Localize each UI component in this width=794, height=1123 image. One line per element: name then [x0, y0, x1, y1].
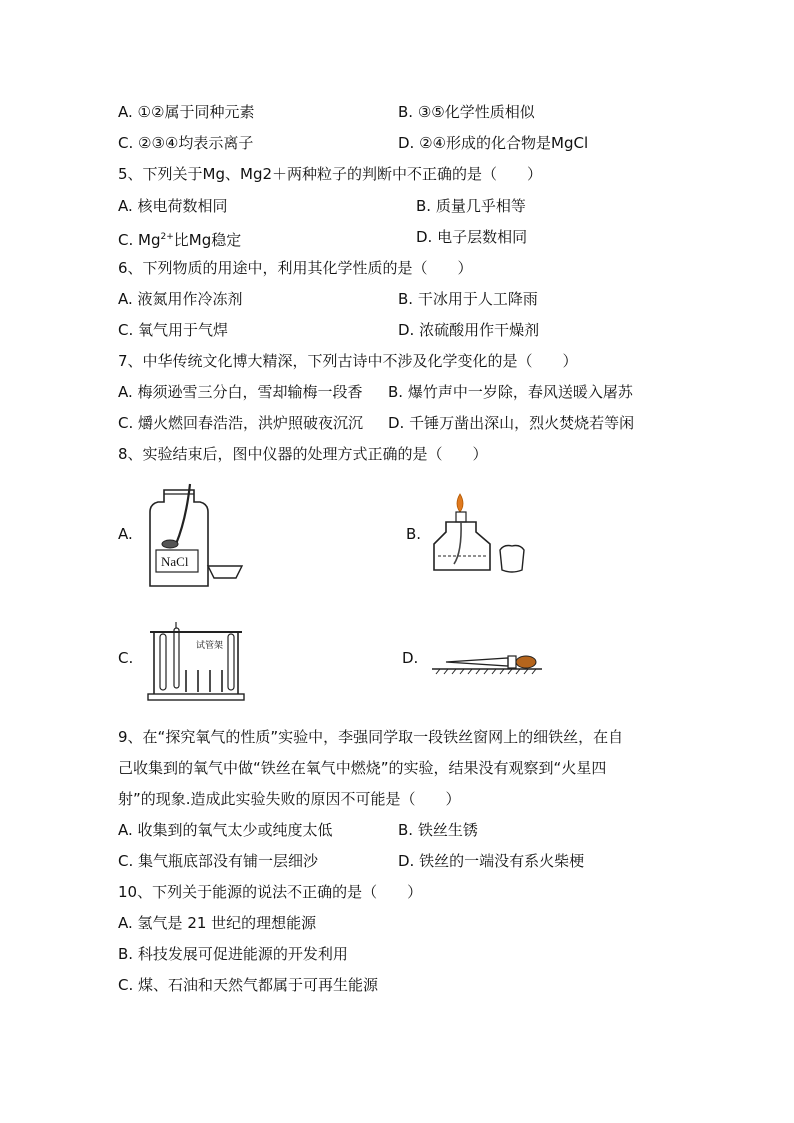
q9-stem-line-1: 9、在“探究氧气的性质”实验中，李强同学取一段铁丝窗网上的细铁丝，在自	[118, 728, 624, 746]
q7-option-b: B. 爆竹声中一岁除，春风送暖入屠苏	[388, 383, 633, 401]
alcohol-lamp-figure	[432, 492, 542, 582]
q9-option-c: C. 集气瓶底部没有铺一层细沙	[118, 852, 319, 870]
q9-option-b: B. 铁丝生锈	[398, 821, 478, 839]
q7-option-d: D. 千锤万凿出深山，烈火焚烧若等闲	[388, 414, 635, 432]
bottle-label-text: NaCl	[161, 554, 189, 569]
q5-option-a: A. 核电荷数相同	[118, 197, 228, 215]
q6-option-b: B. 干冰用于人工降雨	[398, 290, 538, 308]
q6-option-c: C. 氧气用于气焊	[118, 321, 229, 339]
q4-option-c: C. ②③④均表示离子	[118, 134, 254, 152]
dropper-figure	[432, 652, 544, 676]
q7-option-c: C. 爝火燃回春浩浩，洪炉照破夜沉沉	[118, 414, 364, 432]
q9-option-a: A. 收集到的氧气太少或纯度太低	[118, 821, 333, 839]
q4-option-a: A. ①②属于同种元素	[118, 103, 255, 121]
q10-option-b: B. 科技发展可促进能源的开发利用	[118, 945, 348, 963]
q7-option-a: A. 梅须逊雪三分白，雪却输梅一段香	[118, 383, 363, 401]
q5-option-b: B. 质量几乎相等	[416, 197, 526, 215]
q6-option-a: A. 液氮用作冷冻剂	[118, 290, 243, 308]
q5-option-d: D. 电子层数相同	[416, 228, 528, 246]
q10-option-a: A. 氢气是 21 世纪的理想能源	[118, 914, 317, 932]
figure-b-label: B.	[406, 525, 422, 543]
rack-label-text: 试管架	[196, 641, 224, 651]
q9-stem-line-3: 射”的现象.造成此实验失败的原因不可能是（ ）	[118, 790, 461, 808]
reagent-bottle-figure	[138, 480, 258, 590]
figure-c-label: C.	[118, 649, 134, 667]
q9-stem-line-2: 己收集到的氧气中做“铁丝在氧气中燃烧”的实验，结果没有观察到“火星四	[118, 759, 607, 777]
q5-option-c: C. $Mg^{2+}$比Mg稳定	[118, 231, 242, 249]
q10-option-c: C. 煤、石油和天然气都属于可再生能源	[118, 976, 379, 994]
figure-a-label: A.	[118, 525, 133, 543]
q5-stem: 5、下列关于Mg、Mg2＋两种粒子的判断中不正确的是（ ）	[118, 165, 543, 183]
figure-d-label: D.	[402, 649, 419, 667]
q6-option-d: D. 浓硫酸用作干燥剂	[398, 321, 540, 339]
test-tube-rack-figure	[146, 618, 256, 708]
q9-option-d: D. 铁丝的一端没有系火柴梗	[398, 852, 585, 870]
q6-stem: 6、下列物质的用途中，利用其化学性质的是（ ）	[118, 259, 473, 277]
q4-option-b: B. ③⑤化学性质相似	[398, 103, 535, 121]
q10-stem: 10、下列关于能源的说法不正确的是（ ）	[118, 883, 423, 901]
q8-stem: 8、实验结束后，图中仪器的处理方式正确的是（ ）	[118, 445, 488, 463]
q7-stem: 7、中华传统文化博大精深，下列古诗中不涉及化学变化的是（ ）	[118, 352, 578, 370]
q4-option-d: D. ②④形成的化合物是MgCl	[398, 134, 589, 152]
